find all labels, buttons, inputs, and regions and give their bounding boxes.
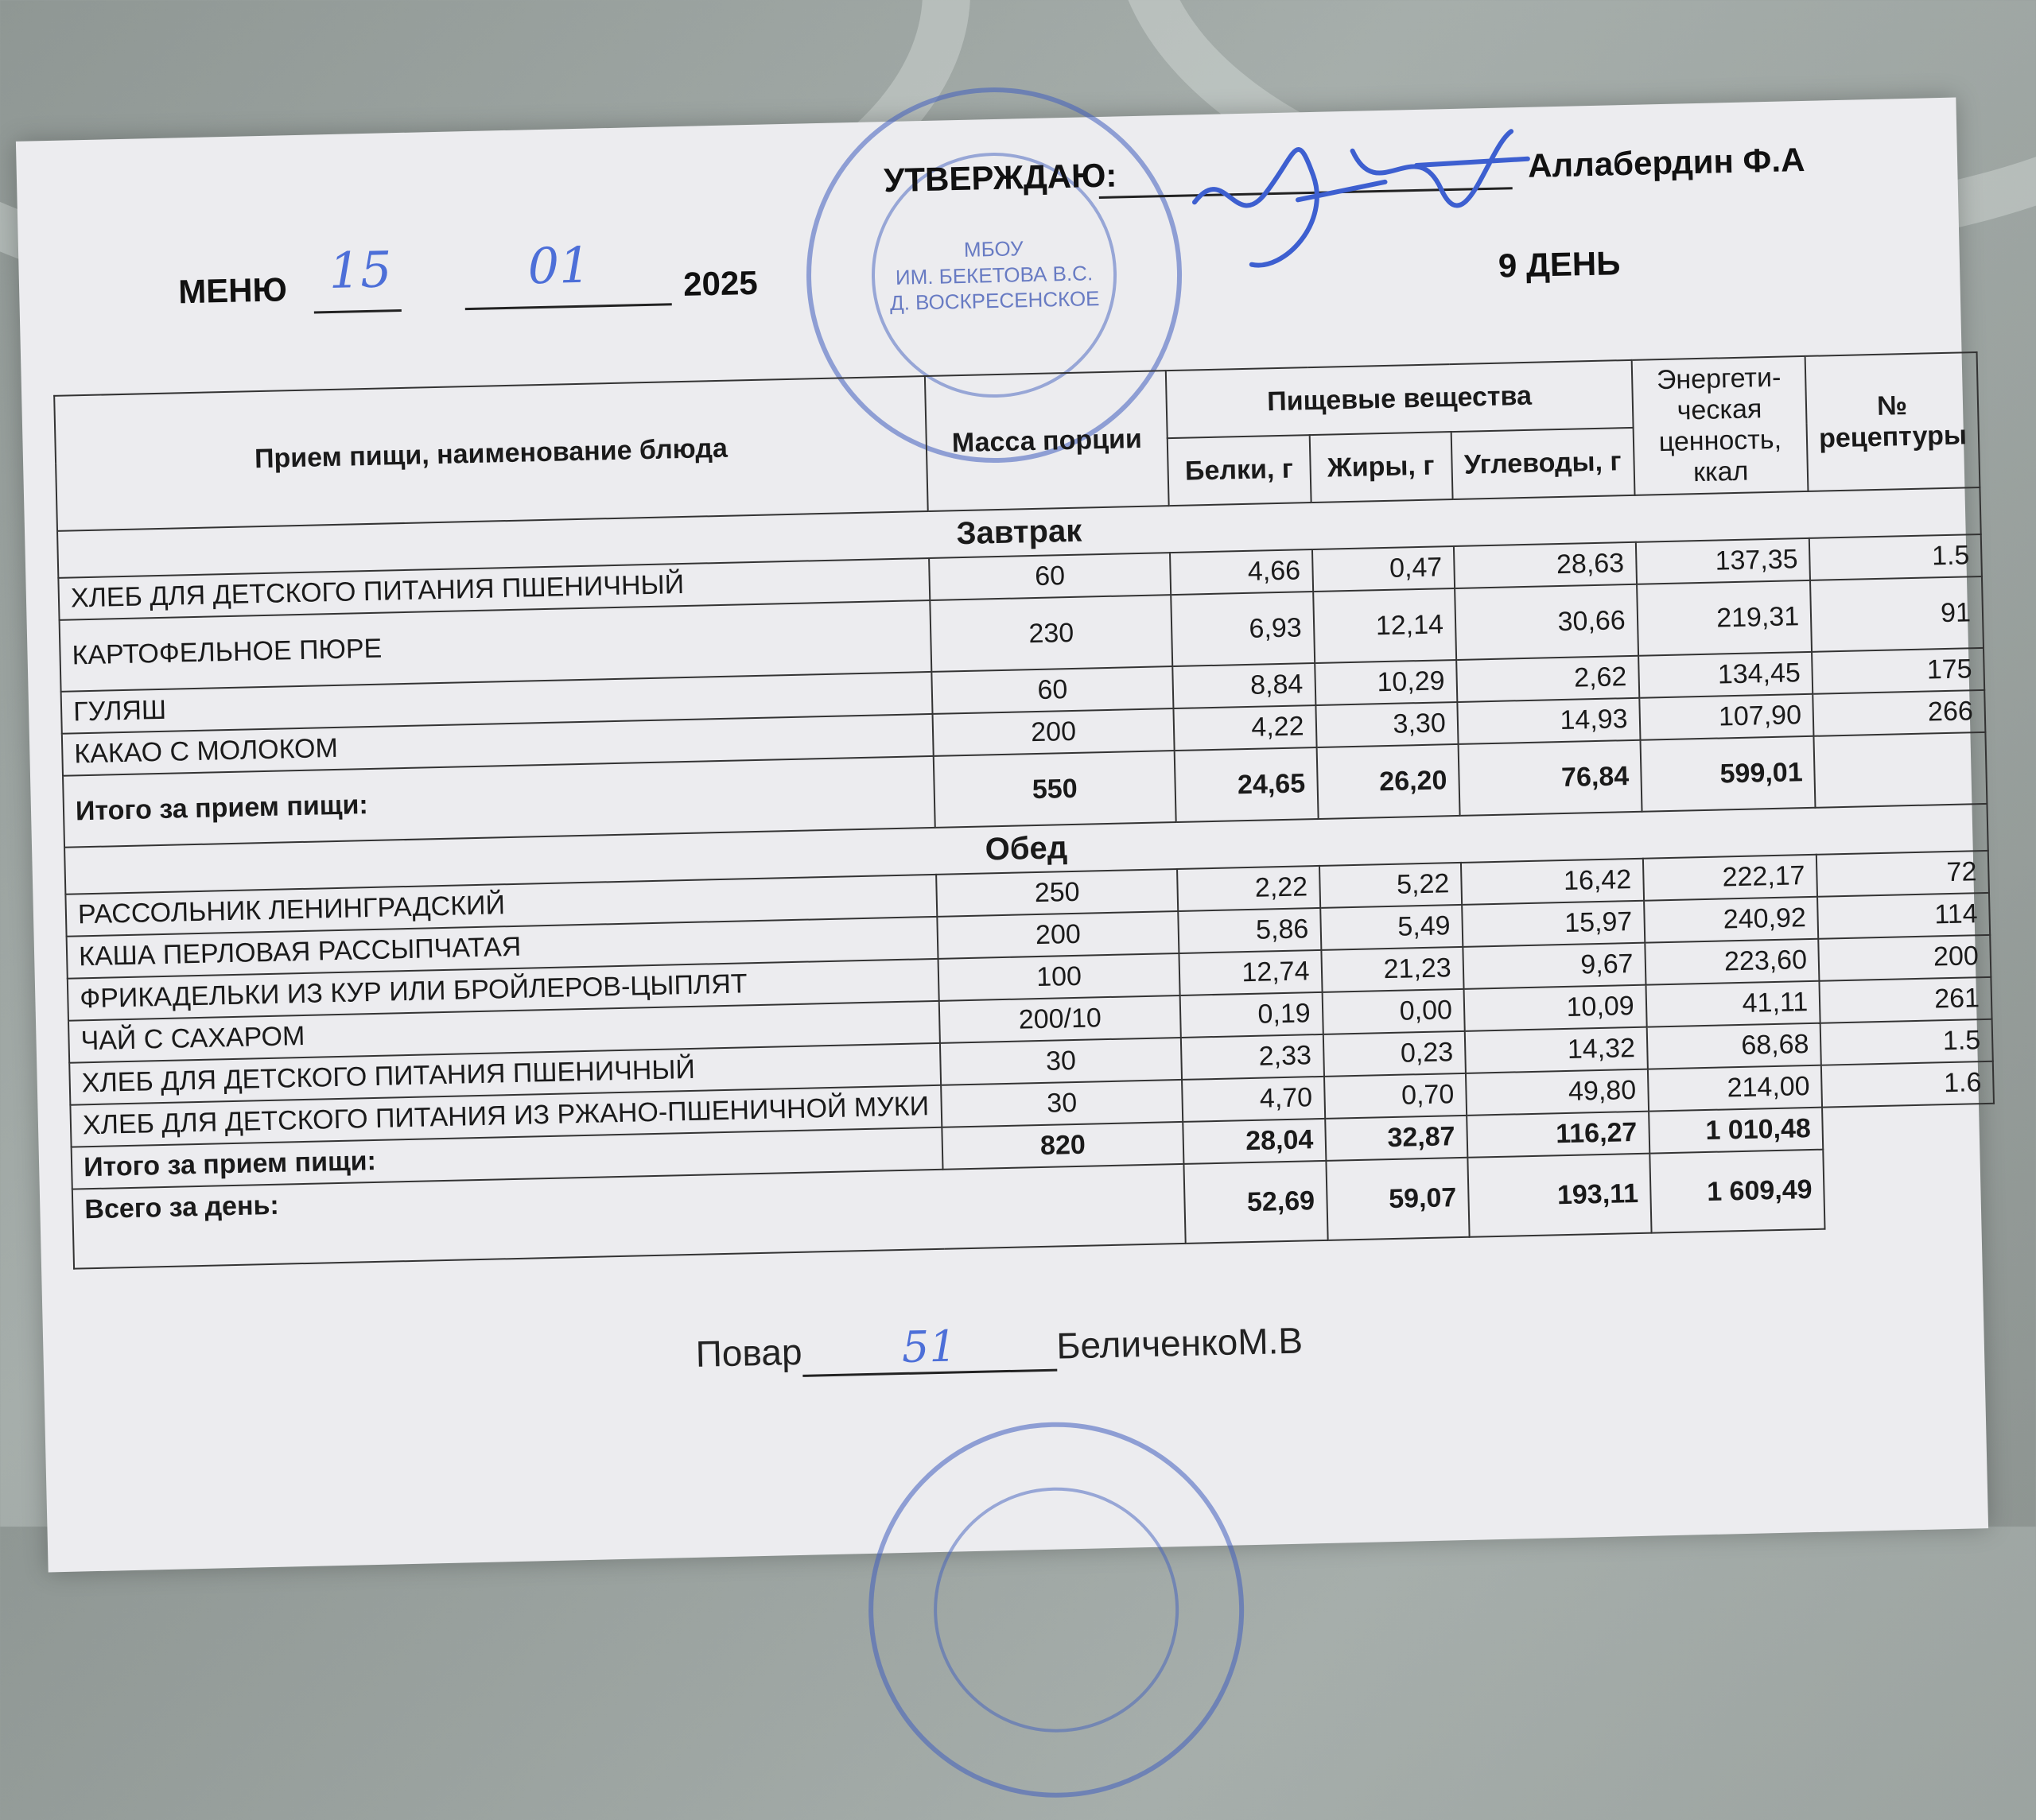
dish-recipe: 72 [1816,851,1989,897]
dish-energy: 134,45 [1638,652,1813,698]
date-year: 2025 [682,263,759,303]
col-mass-header: Масса порции [925,371,1169,511]
dish-name: ХЛЕБ ДЛЯ ДЕТСКОГО ПИТАНИЯ ПШЕНИЧНЫЙ [58,558,930,620]
dish-carbs: 28,63 [1454,542,1637,588]
official-stamp-bottom [865,1418,1249,1802]
dish-recipe: 1.5 [1820,1019,1993,1065]
dish-protein: 6,93 [1171,592,1314,666]
cook-name: БеличенкоМ.В [1055,1319,1304,1367]
dish-carbs: 10,09 [1463,985,1646,1031]
dish-carbs: 14,93 [1457,698,1640,744]
dish-protein: 2,33 [1181,1034,1324,1080]
stamp-text: МБОУ ИМ. БЕКЕТОВА В.С. Д. ВОСКРЕСЕНСКОЕ [889,236,1100,316]
approve-label: УТВЕРЖДАЮ: [883,156,1117,200]
dish-name: ХЛЕБ ДЛЯ ДЕТСКОГО ПИТАНИЯ ПШЕНИЧНЫЙ [69,1043,941,1105]
dish-mass: 60 [931,666,1173,714]
dish-energy: 240,92 [1644,897,1819,943]
col-fat-header: Жиры, г [1309,432,1452,503]
dish-fat: 10,29 [1315,660,1457,705]
dish-name: КАША ПЕРЛОВАЯ РАССЫПЧАТАЯ [67,917,938,979]
total-mass: 820 [942,1122,1183,1170]
dish-recipe: 200 [1818,935,1991,981]
dish-mass: 230 [930,595,1172,672]
dish-mass: 200 [932,708,1174,756]
dish-energy: 68,68 [1646,1023,1821,1069]
dish-protein: 4,70 [1182,1077,1325,1122]
menu-table [53,351,1997,1270]
dish-protein: 8,84 [1172,663,1315,708]
day-total-recipe-empty [1823,1146,1996,1229]
dish-protein: 5,86 [1178,908,1321,953]
dish-recipe: 261 [1820,977,1992,1023]
dish-energy: 107,90 [1639,694,1814,740]
total-protein: 28,04 [1183,1119,1326,1164]
dish-carbs: 14,32 [1465,1027,1648,1073]
day-total-carbs: 193,11 [1467,1154,1651,1237]
dish-protein: 4,66 [1170,549,1313,595]
dish-name: ХЛЕБ ДЛЯ ДЕТСКОГО ПИТАНИЯ ИЗ РЖАНО-ПШЕНИЧНОЙ МУКИ [70,1085,942,1147]
total-mass: 550 [934,751,1176,828]
total-recipe-empty [1822,1104,1995,1150]
col-carbs-header: Углеводы, г [1451,428,1634,499]
total-carbs: 116,27 [1467,1112,1649,1158]
col-recipe-header: № рецептуры [1805,352,1980,491]
dish-carbs: 30,66 [1455,584,1638,660]
menu-document [16,98,1988,1573]
dish-name: ЧАЙ С САХАРОМ [68,1001,940,1063]
dish-fat: 0,00 [1322,989,1464,1034]
col-meal-header: Прием пищи, наименование блюда [54,376,928,531]
dish-fat: 0,70 [1323,1073,1466,1119]
day-total-energy: 1 609,49 [1649,1150,1825,1233]
date-month: 01 [526,235,592,296]
dish-name: КАРТОФЕЛЬНОЕ ПЮРЕ [60,600,932,692]
dish-energy: 223,60 [1645,939,1820,985]
total-recipe-empty [1814,732,1987,808]
dish-fat: 0,23 [1323,1031,1465,1077]
dish-carbs: 16,42 [1461,859,1644,905]
dish-protein: 0,19 [1180,992,1323,1038]
dish-carbs: 9,67 [1463,943,1646,989]
total-label: Итого за прием пищи: [72,1127,943,1189]
total-energy: 599,01 [1640,736,1816,812]
dish-energy: 219,31 [1637,580,1813,656]
dish-fat: 12,14 [1313,588,1456,663]
dish-mass: 30 [941,1080,1183,1127]
menu-label: МЕНЮ [177,270,288,311]
dish-recipe: 266 [1813,690,1985,736]
dish-carbs: 15,97 [1462,901,1645,947]
dish-protein: 2,22 [1177,866,1320,911]
dish-protein: 12,74 [1179,950,1323,995]
dish-recipe: 175 [1812,648,1984,694]
day-total-label: Всего за день: [72,1164,1186,1269]
dish-name: КАКАО С МОЛОКОМ [62,714,934,776]
dish-carbs: 2,62 [1456,656,1639,702]
dish-mass: 100 [938,953,1179,1001]
total-carbs: 76,84 [1458,740,1642,816]
approver-name: Аллабердин Ф.А [1527,140,1805,184]
date-day-line [314,309,402,313]
dish-name: РАССОЛЬНИК ЛЕНИНГРАДСКИЙ [65,875,937,937]
day-total-fat: 59,07 [1326,1158,1470,1240]
dish-recipe: 1.6 [1821,1061,1994,1108]
dish-mass: 60 [929,553,1171,600]
dish-energy: 41,11 [1646,981,1820,1027]
dish-mass: 250 [936,869,1178,917]
dish-name: ФРИКАДЕЛЬКИ ИЗ КУР ИЛИ БРОЙЛЕРОВ-ЦЫПЛЯТ [68,959,939,1021]
dish-recipe: 114 [1817,893,1990,939]
total-fat: 32,87 [1325,1116,1467,1161]
col-energy-header: Энергети-ческая ценность, ккал [1631,356,1808,495]
cook-signature: 51 [901,1321,958,1373]
cook-signature-block [695,1314,1304,1380]
dish-recipe: 91 [1810,576,1984,652]
dish-fat: 0,47 [1311,546,1454,592]
dish-fat: 5,22 [1319,863,1461,908]
dish-protein: 4,22 [1174,705,1317,751]
cook-signature-line [802,1319,1057,1377]
total-protein: 24,65 [1175,747,1318,822]
total-fat: 26,20 [1316,744,1459,819]
dish-fat: 5,49 [1320,905,1463,950]
dish-mass: 30 [940,1038,1182,1085]
day-total-protein: 52,69 [1184,1161,1328,1244]
dish-mass: 200 [937,911,1179,959]
dish-name: ГУЛЯШ [61,672,933,734]
dish-recipe: 1.5 [1809,534,1982,580]
cook-label: Повар [695,1330,803,1375]
dish-energy: 137,35 [1635,538,1810,584]
dish-fat: 3,30 [1315,702,1458,747]
date-month-line [465,303,672,310]
day-number: 9 ДЕНЬ [1498,244,1621,285]
section-title-lunch: Обед [64,804,1988,894]
total-energy: 1 010,48 [1649,1108,1824,1154]
date-day: 15 [328,240,393,301]
dish-fat: 21,23 [1321,947,1463,992]
dish-mass: 200/10 [939,995,1181,1043]
section-title-breakfast: Завтрак [57,487,1981,578]
dish-carbs: 49,80 [1466,1069,1649,1116]
dish-energy: 222,17 [1643,855,1818,901]
col-protein-header: Белки, г [1168,435,1311,506]
dish-energy: 214,00 [1648,1065,1823,1112]
col-nutrients-header: Пищевые вещества [1166,360,1633,438]
total-label: Итого за прием пищи: [63,756,935,848]
